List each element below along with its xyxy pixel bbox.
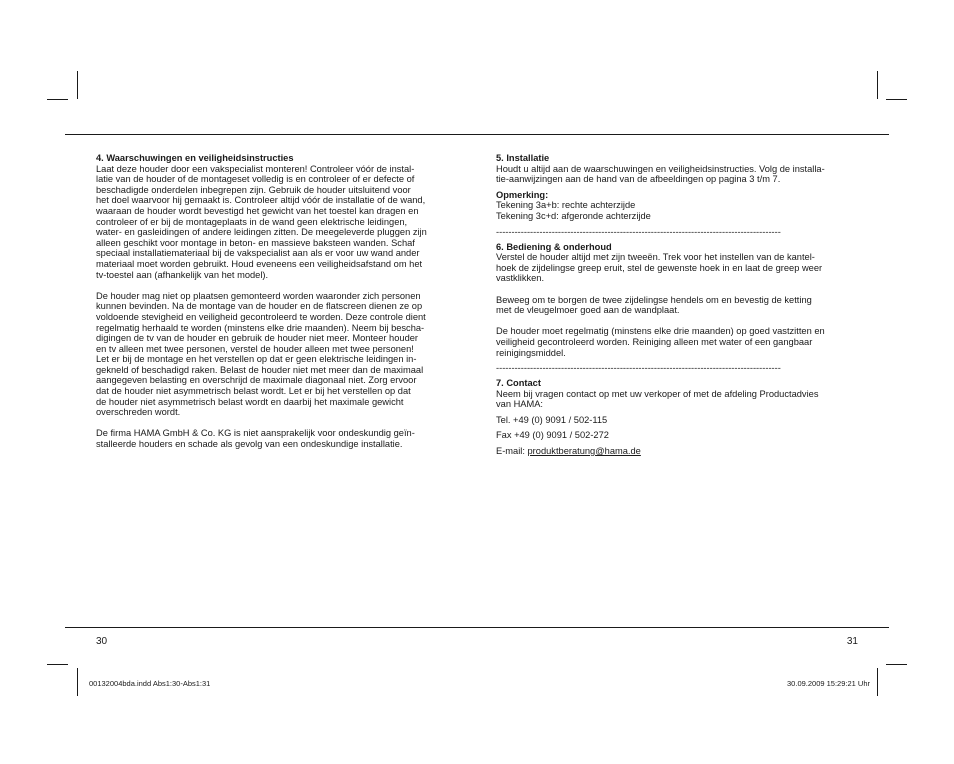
bottom-rule — [65, 627, 889, 628]
section-4-paragraph-1: Laat deze houder door een vakspecialist monteren! Controleer vóór de instal- latie van de houder of de montageset volledig is en controleer of er defecte of beschadigde onderdelen inbegrepen zijn. Gebruik de houder uitsluitend voor het doel waarvoor hij gemaakt is. Controleer altijd vóór de installatie of de wand, waaraan de houder wordt bevestigd het gewicht van het toestel kan dragen en controleer of er bij de montageplaats in de wand geen elektrische leidingen, water- en gasleidingen of andere leidingen zitten. De meegeleverde pluggen zijn alleen geschikt voor montage in beton- en massieve baksteen wanden. Schaf speciaal installatiemateriaal bij de vakspecialist aan als er voor uw wand ander materiaal moet worden gebruikt. Houd eveneens een veiligheidsafstand om het tv-toestel aan (afhankelijk van het model). — [96, 163, 427, 280]
email-label: E-mail: — [496, 446, 528, 457]
contact-fax: Fax +49 (0) 9091 / 502-272 — [496, 430, 609, 441]
crop-mark — [886, 99, 907, 100]
slug-left: 00132004bda.indd Abs1:30-Abs1:31 — [89, 679, 211, 688]
section-6-heading: 6. Bediening & onderhoud — [496, 241, 612, 252]
page-number-right: 31 — [846, 636, 858, 647]
crop-mark — [47, 99, 68, 100]
right-column — [496, 153, 858, 457]
page-number-left: 30 — [96, 636, 108, 647]
crop-mark — [77, 71, 78, 99]
top-rule — [65, 134, 889, 135]
section-4-paragraph-3: De firma HAMA GmbH & Co. KG is niet aansprakelijk voor ondeskundig geïn- stalleerde houders en schade als gevolg van een ondeskundige installatie. — [96, 428, 415, 450]
section-7-text: Neem bij vragen contact op met uw verkoper of met de afdeling Productadvies van HAMA: — [496, 388, 819, 410]
note-heading: Opmerking: — [496, 189, 549, 200]
separator-line: -------------------------------------------------------------------------------------------- — [496, 226, 781, 237]
email-link[interactable]: produktberatung@hama.de — [527, 446, 641, 457]
contact-email — [496, 446, 858, 457]
crop-mark — [47, 664, 68, 665]
section-5-heading: 5. Installatie — [496, 153, 550, 163]
left-column — [96, 153, 466, 450]
crop-mark — [886, 664, 907, 665]
section-7-heading: 7. Contact — [496, 378, 541, 389]
section-4-heading: 4. Waarschuwingen en veiligheidsinstructies — [96, 153, 294, 163]
crop-mark — [877, 668, 878, 696]
note-line-1: Tekening 3a+b: rechte achterzijde — [496, 200, 636, 211]
crop-mark — [77, 668, 78, 696]
section-6-paragraph-2: Beweeg om te borgen de twee zijdelingse hendels om en bevestig de ketting met de vleugelmoer goed aan de wandplaat. — [496, 294, 812, 316]
section-4-paragraph-2: De houder mag niet op plaatsen gemonteerd worden waaronder zich personen kunnen bevinden. Na de montage van de houder en de flatscreen dienen ze op voldoende stevigheid en veiligheid gecontroleerd te worden. Deze controle dient regelmatig herhaald te worden (minstens elke drie maanden). Neem bij bescha- digingen de tv van de houder en gebruik de houder niet meer. Monteer houder en tv alleen met twee personen, verstel de houder alleen met twee personen! Let er bij de montage en het verstellen op dat er geen elektrische leidingen in- gekneld of beschadigd raken. Belast de houder niet met meer dan de maximaal aangegeven belasting en overschrijd de maximale diagonaal niet. Zorg ervoor dat de houder niet asymmetrisch belast wordt. Let er bij het verstellen op dat de houder niet asymmetrisch belast wordt en daarbij het maximale gewicht overschreden wordt. — [96, 290, 426, 418]
slug-right: 30.09.2009 15:29:21 Uhr — [787, 679, 870, 688]
crop-mark — [877, 71, 878, 99]
separator-line: -------------------------------------------------------------------------------------------- — [496, 363, 781, 374]
note-line-2: Tekening 3c+d: afgeronde achterzijde — [496, 210, 651, 221]
section-6-paragraph-1: Verstel de houder altijd met zijn tweeën. Trek voor het instellen van de kantel- hoek de zijdelingse greep eruit, stel de gewenste hoek in en laat de greep weer vastklikken. — [496, 252, 823, 284]
section-5-text: Houdt u altijd aan de waarschuwingen en veiligheidsinstructies. Volg de installa- tie-aanwijzingen aan de hand van de afbeeldingen op pagina 3 t/m 7. — [496, 163, 825, 185]
contact-tel: Tel. +49 (0) 9091 / 502-115 — [496, 414, 608, 425]
section-6-paragraph-3: De houder moet regelmatig (minstens elke drie maanden) op goed vastzitten en veiligheid gecontroleerd worden. Reiniging alleen met water of een gangbaar reinigingsmiddel. — [496, 326, 825, 358]
